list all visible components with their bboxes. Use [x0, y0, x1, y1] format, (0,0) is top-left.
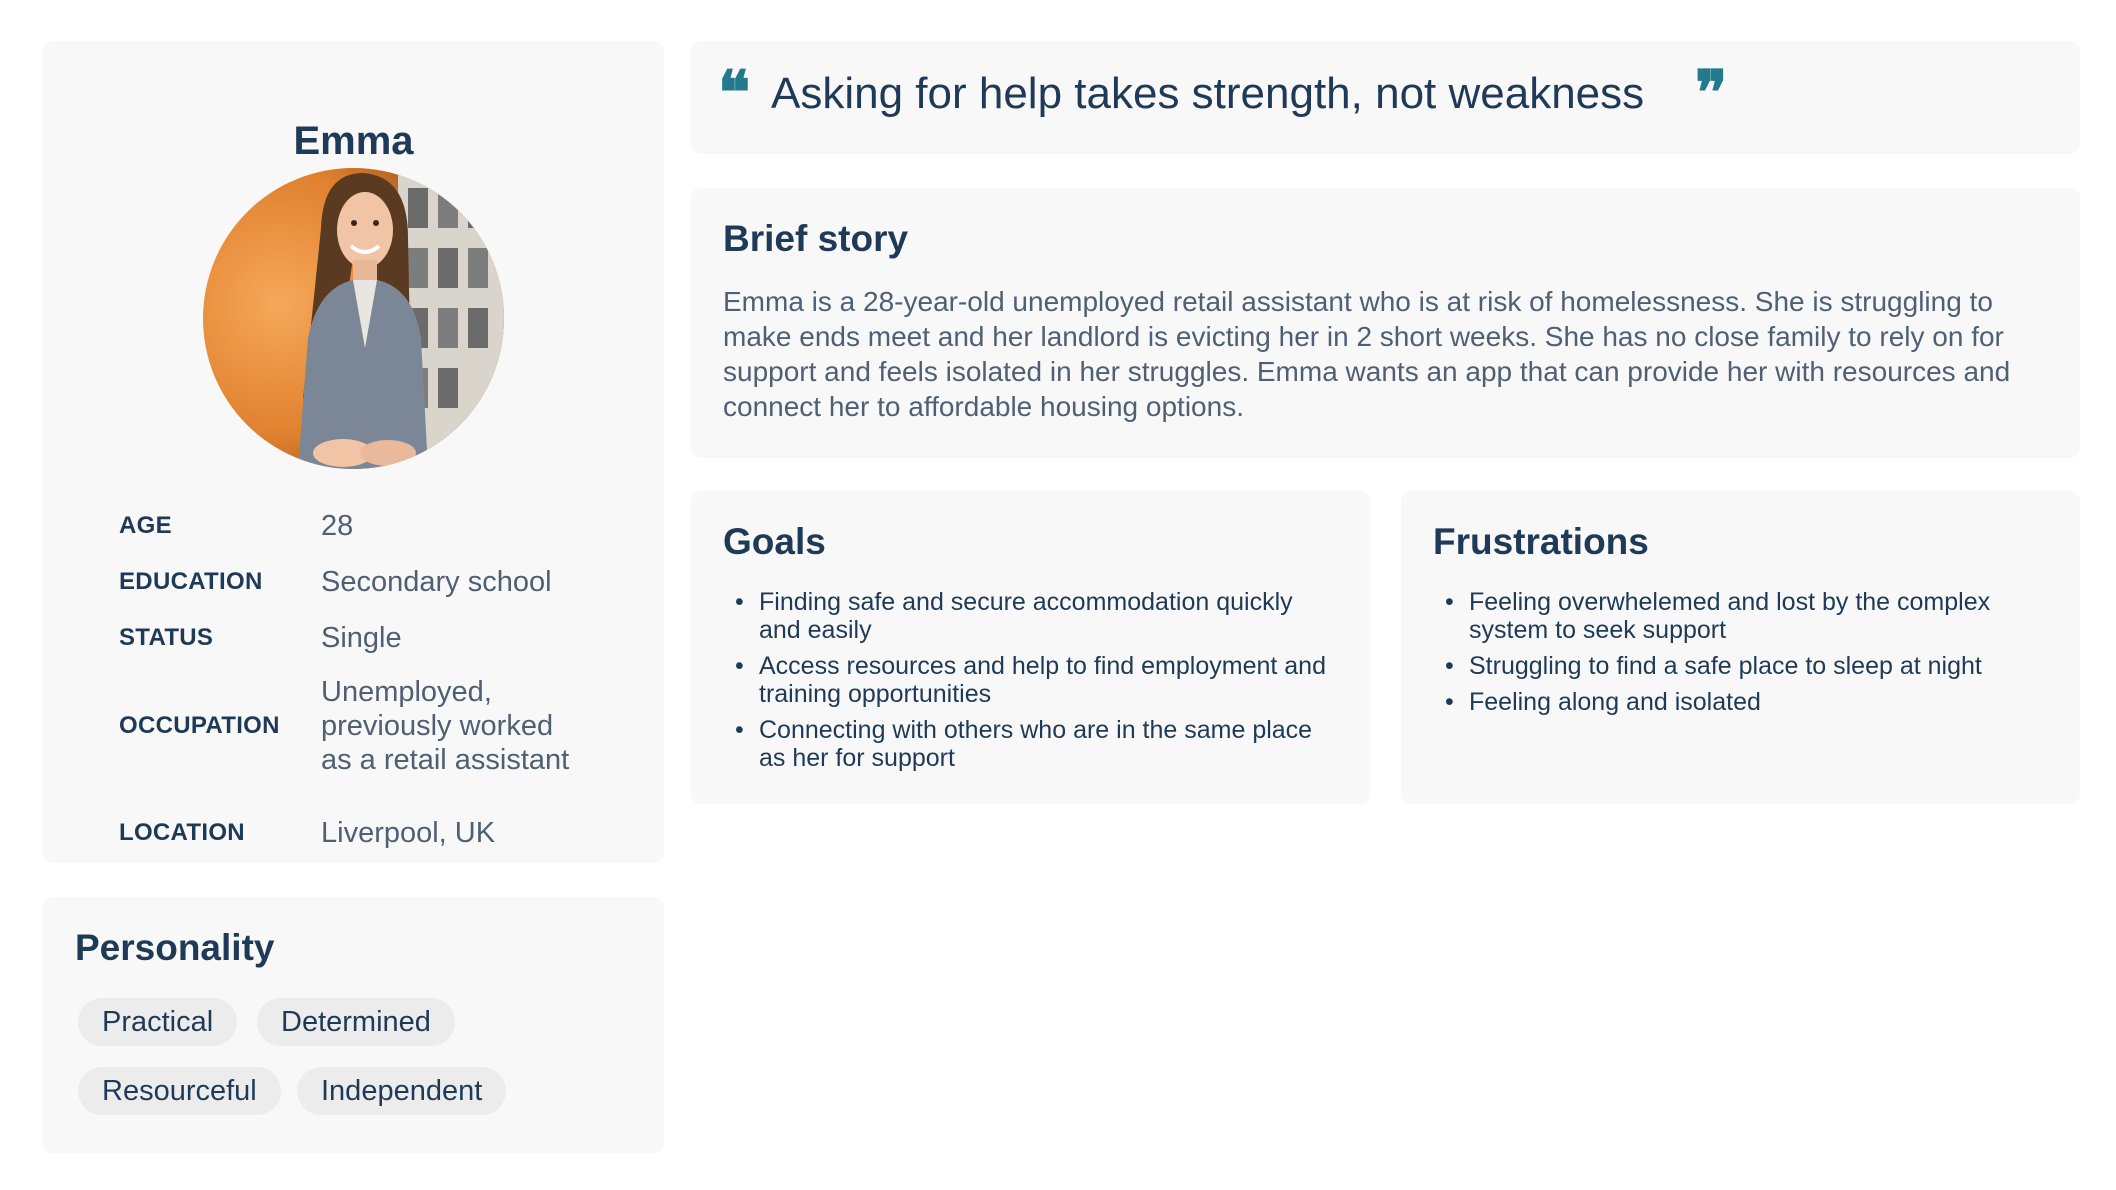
frustrations-title: Frustrations — [1433, 521, 1649, 562]
status-value: Single — [321, 622, 402, 654]
trait-chip: Resourceful — [78, 1067, 281, 1115]
goals-list — [735, 588, 1335, 780]
education-label: EDUCATION — [119, 568, 263, 595]
open-quote-icon: ❝ — [718, 58, 751, 128]
quote-card — [691, 41, 2080, 154]
info-row-location — [119, 816, 495, 850]
location-label: LOCATION — [119, 819, 245, 846]
quote-text: Asking for help takes strength, not weakness — [771, 69, 1645, 118]
info-row-occupation — [119, 675, 569, 777]
age-label: AGE — [119, 512, 172, 539]
goals-title: Goals — [723, 521, 826, 562]
occupation-line: previously worked — [321, 710, 554, 742]
story-title: Brief story — [723, 218, 909, 259]
status-label: STATUS — [119, 624, 214, 651]
trait-chip: Independent — [297, 1067, 506, 1115]
occupation-line: as a retail assistant — [321, 744, 570, 776]
profile-card — [43, 41, 664, 863]
story-card — [691, 188, 2080, 458]
occupation-label: OCCUPATION — [119, 712, 280, 739]
trait-chip: Practical — [78, 998, 237, 1046]
goal-item: • Connecting with others who are in the same place as her for support — [735, 716, 1335, 772]
frustrations-list — [1445, 588, 2045, 724]
goal-item: • Access resources and help to find employment and training opportunities — [735, 652, 1335, 708]
age-value: 28 — [321, 510, 354, 542]
location-value: Liverpool, UK — [321, 817, 496, 849]
education-value: Secondary school — [321, 566, 552, 598]
frustration-item: • Struggling to find a safe place to sleep at night — [1445, 652, 2045, 680]
occupation-value — [321, 675, 569, 777]
personality-card — [43, 897, 664, 1153]
personality-title: Personality — [75, 927, 275, 968]
info-row-education — [119, 565, 552, 599]
info-row-age — [119, 509, 353, 543]
goal-item: • Finding safe and secure accommodation quickly and easily — [735, 588, 1335, 644]
trait-chip: Determined — [257, 998, 455, 1046]
goals-card — [691, 491, 1370, 804]
frustrations-card — [1401, 491, 2080, 804]
occupation-line: Unemployed, — [321, 676, 492, 708]
close-quote-icon: ❞ — [1695, 58, 1728, 128]
frustration-item: • Feeling along and isolated — [1445, 688, 2045, 716]
info-row-status — [119, 621, 402, 655]
persona-name: Emma — [293, 119, 414, 163]
frustration-item: • Feeling overwhelemed and lost by the complex system to seek support — [1445, 588, 2045, 644]
persona-photo — [203, 168, 504, 469]
story-text: Emma is a 28-year-old unemployed retail assistant who is at risk of homelessness. She is struggling to make ends meet and her landlord is evicting her in 2 short weeks. She has no close family to rely on for support and feels isolated in her struggles. Emma wants an app that can provide her with resources and connect her to affordable housing options. — [723, 286, 2011, 422]
